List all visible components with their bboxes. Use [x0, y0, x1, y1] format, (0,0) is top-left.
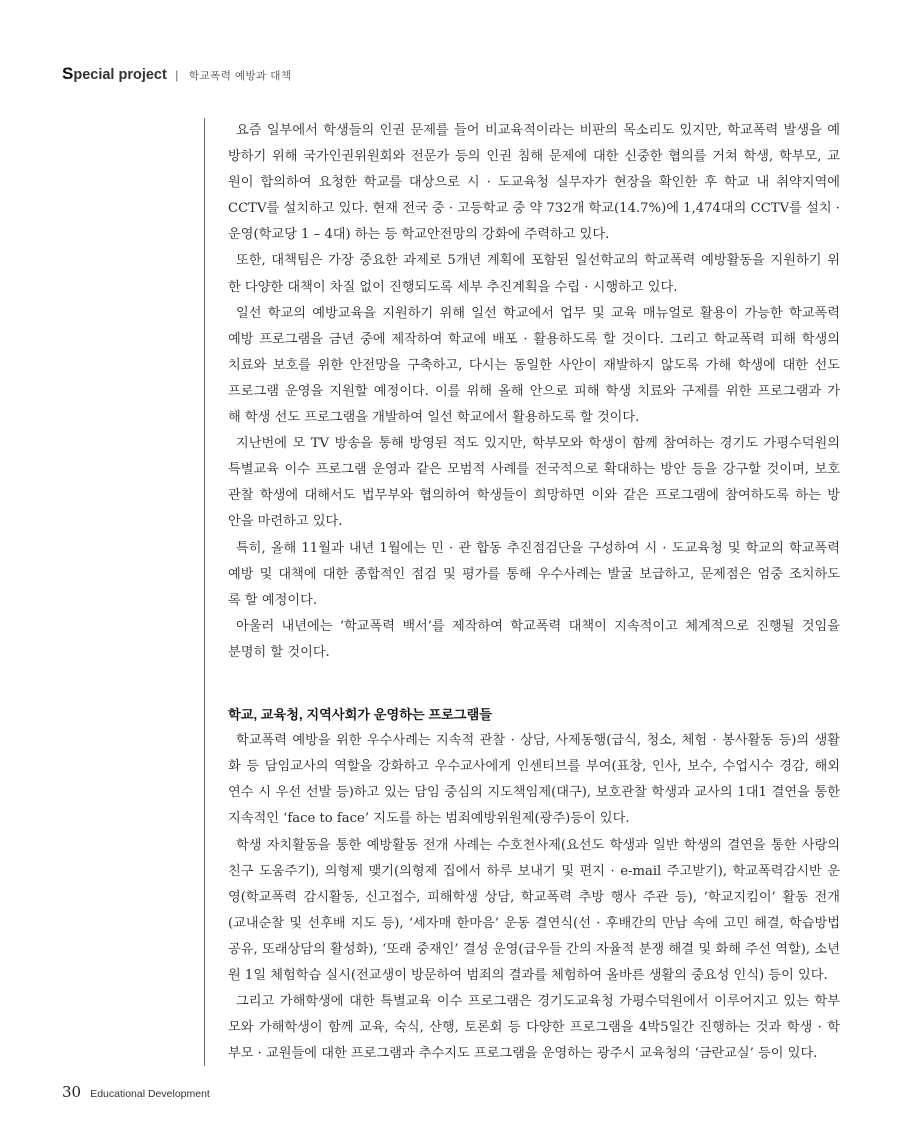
paragraph-line: 원 1일 체험학습 실시(전교생이 방문하여 범죄의 결과를 체험하여 올바른 생활의 중요성 인식) 등이 있다. [228, 968, 828, 983]
intro-paragraphs [228, 118, 840, 666]
paragraph-line: 프로그램 운영을 지원할 예정이다. 이를 위해 올해 안으로 피해 학생 치료와 구제를 위한 프로그램과 가 [228, 383, 840, 399]
paragraph-line: 영(학교폭력 감시활동, 신고접수, 피해학생 상담, 학교폭력 추방 행사 주관 등), ‘학교지킴이’ 활동 전개 [228, 889, 840, 905]
paragraph-line: 특히, 올해 11월과 내년 1월에는 민 · 관 합동 추진점검단을 구성하여 시 · 도교육청 및 학교의 학교폭력 [236, 540, 840, 556]
page-footer [62, 1082, 210, 1101]
paragraph-line: 예방 및 대책에 대한 종합적인 점검 및 평가를 통해 우수사례는 발굴 보급하고, 문제점은 엄중 조치하도 [228, 566, 840, 582]
paragraph-line: 공유, 또래상담의 활성화), ‘또래 중재인’ 결성 운영(급우들 간의 자율적 분쟁 해결 및 화해 주선 역할), 소년 [228, 941, 840, 957]
paragraph-line: 모와 가해학생이 함께 교육, 숙식, 산행, 토론회 등 다양한 프로그램을 4박5일간 진행하는 것과 학생 · 학 [228, 1020, 840, 1036]
paragraph-line: 요즘 일부에서 학생들의 인권 문제를 들어 비교육적이라는 비판의 목소리도 있지만, 학교폭력 발생을 예 [236, 123, 840, 138]
paragraph-line: 안을 마련하고 있다. [228, 514, 343, 530]
paragraph-line: 아울러 내년에는 ‘학교폭력 백서’를 제작하여 학교폭력 대책이 지속적이고 체계적으로 진행될 것임을 [236, 618, 840, 634]
paragraph-line: 해 학생 선도 프로그램을 개발하여 일선 학교에서 활용하도록 할 것이다. [228, 410, 640, 426]
paragraph-line: 또한, 대책팀은 가장 중요한 과제로 5개년 계획에 포함된 일선학교의 학교폭력 예방활동을 지원하기 위 [236, 253, 840, 269]
paragraph-line: 한 다양한 대책이 차질 없이 진행되도록 세부 추진계획을 수립 · 시행하고 있다. [228, 279, 678, 295]
paragraph-line: 일선 학교의 예방교육을 지원하기 위해 일선 학교에서 업무 및 교육 매뉴얼로 활용이 가능한 학교폭력 [236, 305, 840, 321]
paragraph-line: 학교폭력 예방을 위한 우수사례는 지속적 관찰 · 상담, 사제동행(급식, 청소, 체험 · 봉사활동 등)의 생활 [236, 733, 840, 749]
paragraph-line: 특별교육 이수 프로그램 운영과 같은 모범적 사례를 전국적으로 확대하는 방안 등을 강구할 것이며, 보호 [228, 462, 840, 478]
paragraph-line: 화 등 담임교사의 역할을 강화하고 우수교사에게 인센티브를 부여(표창, 인사, 보수, 수업시수 경감, 해외 [228, 759, 840, 775]
paragraph-line: 관찰 학생에 대해서도 법무부와 협의하여 학생들이 희망하면 이와 같은 프로그램에 참여하도록 하는 방 [228, 488, 840, 504]
header-separator: | [175, 68, 179, 82]
page-number: 30 [62, 1083, 82, 1101]
vertical-rule [204, 118, 205, 1066]
article-body [228, 118, 840, 1067]
paragraph-line: 그리고 가해학생에 대한 특별교육 이수 프로그램은 경기도교육청 가평수덕원에서 이루어지고 있는 학부 [236, 994, 840, 1010]
paragraph-line: 분명히 할 것이다. [228, 644, 330, 660]
section-gap [228, 666, 840, 692]
paragraph-line: 원이 합의하여 요청한 학교를 대상으로 시 · 도교육청 실무자가 현장을 확인한 후 학교 내 취약지역에 [228, 175, 840, 191]
running-header [62, 64, 291, 84]
paragraph-line: 운영(학교당 1 – 4대) 하는 등 학교안전망의 강화에 주력하고 있다. [228, 227, 610, 243]
paragraph-line: 부모 · 교원들에 대한 프로그램과 추수지도 프로그램을 운영하는 광주시 교육청의 ‘금란교실’ 등이 있다. [228, 1046, 818, 1062]
paragraph-line: (교내순찰 및 선후배 지도 등), ‘세자매 한마음’ 운동 결연식(선 · 후배간의 만남 속에 고민 해결, 학습방법 [228, 915, 840, 931]
paragraph-line: 치료와 보호를 위한 안전망을 구축하고, 다시는 동일한 사안이 재발하지 않도록 가해 학생에 대한 선도 [228, 357, 840, 373]
publication-name: Educational Development [90, 1088, 210, 1100]
section-paragraphs [228, 728, 840, 1067]
paragraph-line: 지난번에 모 TV 방송을 통해 방영된 적도 있지만, 학부모와 학생이 함께 참여하는 경기도 가평수덕원의 [236, 436, 840, 452]
paragraph-line: 방하기 위해 국가인권위원회와 전문가 등의 인권 침해 문제에 대한 신중한 협의를 거쳐 학생, 학부모, 교 [228, 149, 840, 165]
paragraph-line: 지속적인 ‘face to face’ 지도를 하는 범죄예방위원제(광주)등이 있다. [228, 811, 630, 827]
paragraph-line: 친구 도움주기), 의형제 맺기(의형제 집에서 하루 보내기 및 편지 · e-mail 주고받기), 학교폭력감시반 운 [228, 863, 840, 879]
header-section-name: pecial project [73, 67, 167, 83]
paragraph-line: 연수 시 우선 선발 등)하고 있는 담임 중심의 지도책임제(대구), 보호관찰 학생과 교사의 1대1 결연을 통한 [228, 785, 840, 801]
paragraph-line: 예방 프로그램을 금년 중에 제작하여 학교에 배포 · 활용하도록 할 것이다. 그리고 학교폭력 피해 학생의 [228, 331, 840, 347]
header-subtitle: 학교폭력 예방과 대책 [188, 70, 292, 82]
header-initial: S [62, 64, 74, 83]
paragraph-line: 록 할 예정이다. [228, 592, 318, 608]
paragraph-line: 학생 자치활동을 통한 예방활동 전개 사례는 수호천사제(요선도 학생과 일반 학생의 결연을 통한 사랑의 [236, 837, 840, 853]
section-heading: 학교, 교육청, 지역사회가 운영하는 프로그램들 [228, 707, 493, 723]
paragraph-line: CCTV를 설치하고 있다. 현재 전국 중 · 고등학교 중 약 732개 학교(14.7%)에 1,474대의 CCTV를 설치 · [228, 201, 840, 217]
